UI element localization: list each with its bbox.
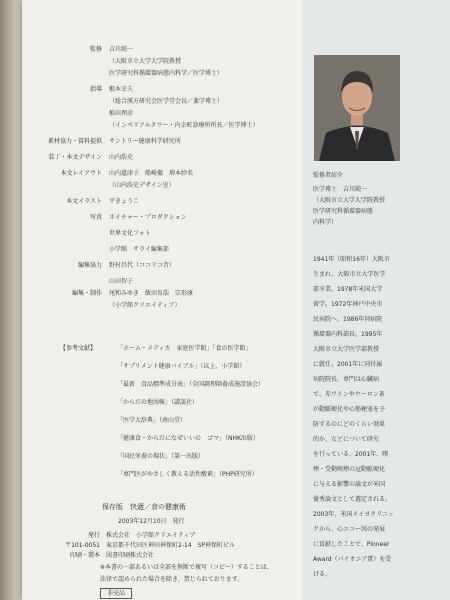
biography-line: Award（パイオニア賞）を受 <box>313 556 392 563</box>
biography-line: に与える影響の論文が米国 <box>313 481 386 488</box>
credit-value: （インペリアルタワー・内幸町診療所所長／医学博士） <box>109 122 259 129</box>
reference-item: 「サプリメント健康バイブル」（以上、小学館） <box>117 363 246 370</box>
supervisor-heading: 監修者紹介 <box>313 172 344 179</box>
biography-line: 循環器内科部長。1995年 <box>313 331 383 338</box>
credit-value: 吉川純一 <box>109 46 134 53</box>
biography-line: 部卒業。1978年米国大学 <box>313 286 383 293</box>
credit-value: 平きょうこ <box>109 198 140 205</box>
biography-line: で、赤ワインやウーロン茶 <box>313 391 385 398</box>
credit-value: サントリー健康科学研究所 <box>109 138 181 145</box>
credit-value: （小学館クリエイティブ） <box>109 302 181 309</box>
credit-value: 野村昌代（ココリコ舎） <box>109 262 175 269</box>
not-for-sale-stamp: 非売品 <box>100 588 132 599</box>
credit-value: 山田智子 <box>109 278 134 285</box>
biography-line: クから、心エコー図の発展 <box>313 526 386 533</box>
publication-info-key: 発行 <box>87 532 100 539</box>
publication-info-value: 株式会社 小学館クリエイティブ <box>106 532 196 539</box>
credit-value: 山内浩史 <box>109 154 134 161</box>
credit-value: 根本幸夫 <box>109 86 134 93</box>
copyright-notice-line-1: ※本書の一部あるいは全部を無断で複写（コピー）することは、 <box>100 564 273 571</box>
portrait-illustration <box>314 55 400 161</box>
supervisor-portrait-photo <box>314 55 400 161</box>
copyright-notice-line-2: 法律で認められた場合を除き、禁じられております。 <box>100 576 244 583</box>
reference-item: 「ホーム・メディカ 家庭医学館」「食の医学館」 <box>117 345 252 352</box>
biography-line: 的か、などについて研究 <box>313 436 379 443</box>
biography-line: を行っている。2001年、喫 <box>313 451 389 458</box>
biography-line: に貢献したことで、Pioneer <box>313 541 390 548</box>
biography-line: 大阪市立大学医学部教授 <box>313 346 380 353</box>
credit-label: 指導 <box>89 86 102 93</box>
reference-item: 「国民栄養の現状」（第一出版） <box>117 453 205 460</box>
publication-info-key: 印刷・製本 <box>69 552 100 559</box>
biography-line: 防するのにどのくらい効果 <box>313 421 386 428</box>
credit-value: 植田理彦 <box>109 110 134 117</box>
credit-label: 本文イラスト <box>66 198 102 205</box>
credit-label: 装丁・本文デザイン <box>48 154 102 161</box>
credit-value: （山内浩史デザイン室） <box>109 182 175 189</box>
reference-item: 「からだの地図帳」（講談社） <box>117 399 199 406</box>
credit-value: （総合漢方研究会医学堂会長／薬学博士） <box>109 98 224 105</box>
biography-line: に就任。2001年に同付属 <box>313 361 383 368</box>
credit-value: 尾和みゆき 飯田育浩 宗形康 <box>109 290 194 297</box>
biography-line: 民病院へ。1986年同病院 <box>313 316 383 323</box>
references-heading: 【参考文献】 <box>60 345 97 352</box>
credit-value: （大阪市立大学大学院教授 <box>109 58 182 65</box>
credit-value: 小学館 サライ編集部 <box>109 246 169 253</box>
credit-label: 監修 <box>89 46 102 53</box>
credit-value: 世界文化フォト <box>109 230 151 237</box>
biography-line: 生まれ。大阪市立大学医学 <box>313 271 386 278</box>
publication-info-value: 東京都千代田区神田神保町2-14 SP神保町ビル <box>106 542 236 549</box>
biography-line: 病院院長。専門は心臓病 <box>313 376 380 383</box>
supervisor-title-line: 内科学） <box>313 219 338 226</box>
publication-date: 2003年12月10日 発行 <box>118 518 185 525</box>
supervisor-title-line: （大阪市立大学大学院教授 <box>313 197 386 204</box>
biography-line: 煙・受動喫煙の冠動脈硬化 <box>313 466 386 473</box>
publication-title: 保存版 快適／食の健康術 <box>102 503 186 511</box>
supervisor-title-line: 医学研究科循環器病態 <box>313 208 374 215</box>
biography-line: 2003年、米国メイヨクリニッ <box>313 511 394 518</box>
reference-item: 「健康食・からだになぜいいの ゴマ」（NHK出版） <box>117 435 259 442</box>
biography-line: 留学。1972年神戸中央市 <box>313 301 383 308</box>
biography-line: が動脈硬化や心筋梗塞を予 <box>313 406 386 413</box>
credit-label: 編集・制作 <box>71 290 102 297</box>
publication-info-key: 〒101-0051 <box>65 542 100 549</box>
biography-line: 優秀論文として選定される。 <box>313 496 392 503</box>
credit-value: 山内道津子 船崎徹 増本紗名 <box>109 170 194 177</box>
credit-label: 素材協力・資料提供 <box>47 138 102 145</box>
reference-item: 「専門医がやさしく教える活性酸素」（PHP研究所） <box>117 471 258 478</box>
supervisor-title-line: 医学博士 吉川純一 <box>313 186 368 193</box>
reference-item: 「最新 食品標準成分表」（全国調理師養成施設協会） <box>117 381 265 388</box>
credit-label: 編集協力 <box>77 262 102 269</box>
credit-label: 本文レイアウト <box>60 170 102 177</box>
biography-line: 1941年（昭和16年）大阪市 <box>313 256 390 263</box>
credit-label: 写真 <box>89 214 102 221</box>
credit-value: ネイチャー・プロダクション <box>109 214 187 221</box>
book-spine-shadow <box>0 0 22 600</box>
reference-item: 「医学大辞典」（南山堂） <box>117 417 187 424</box>
biography-line: ける。 <box>313 571 332 578</box>
credit-value: 医学研究科循環器病態内科学／医学博士） <box>109 70 224 77</box>
publication-info-value: 図書印刷株式会社 <box>106 552 155 559</box>
